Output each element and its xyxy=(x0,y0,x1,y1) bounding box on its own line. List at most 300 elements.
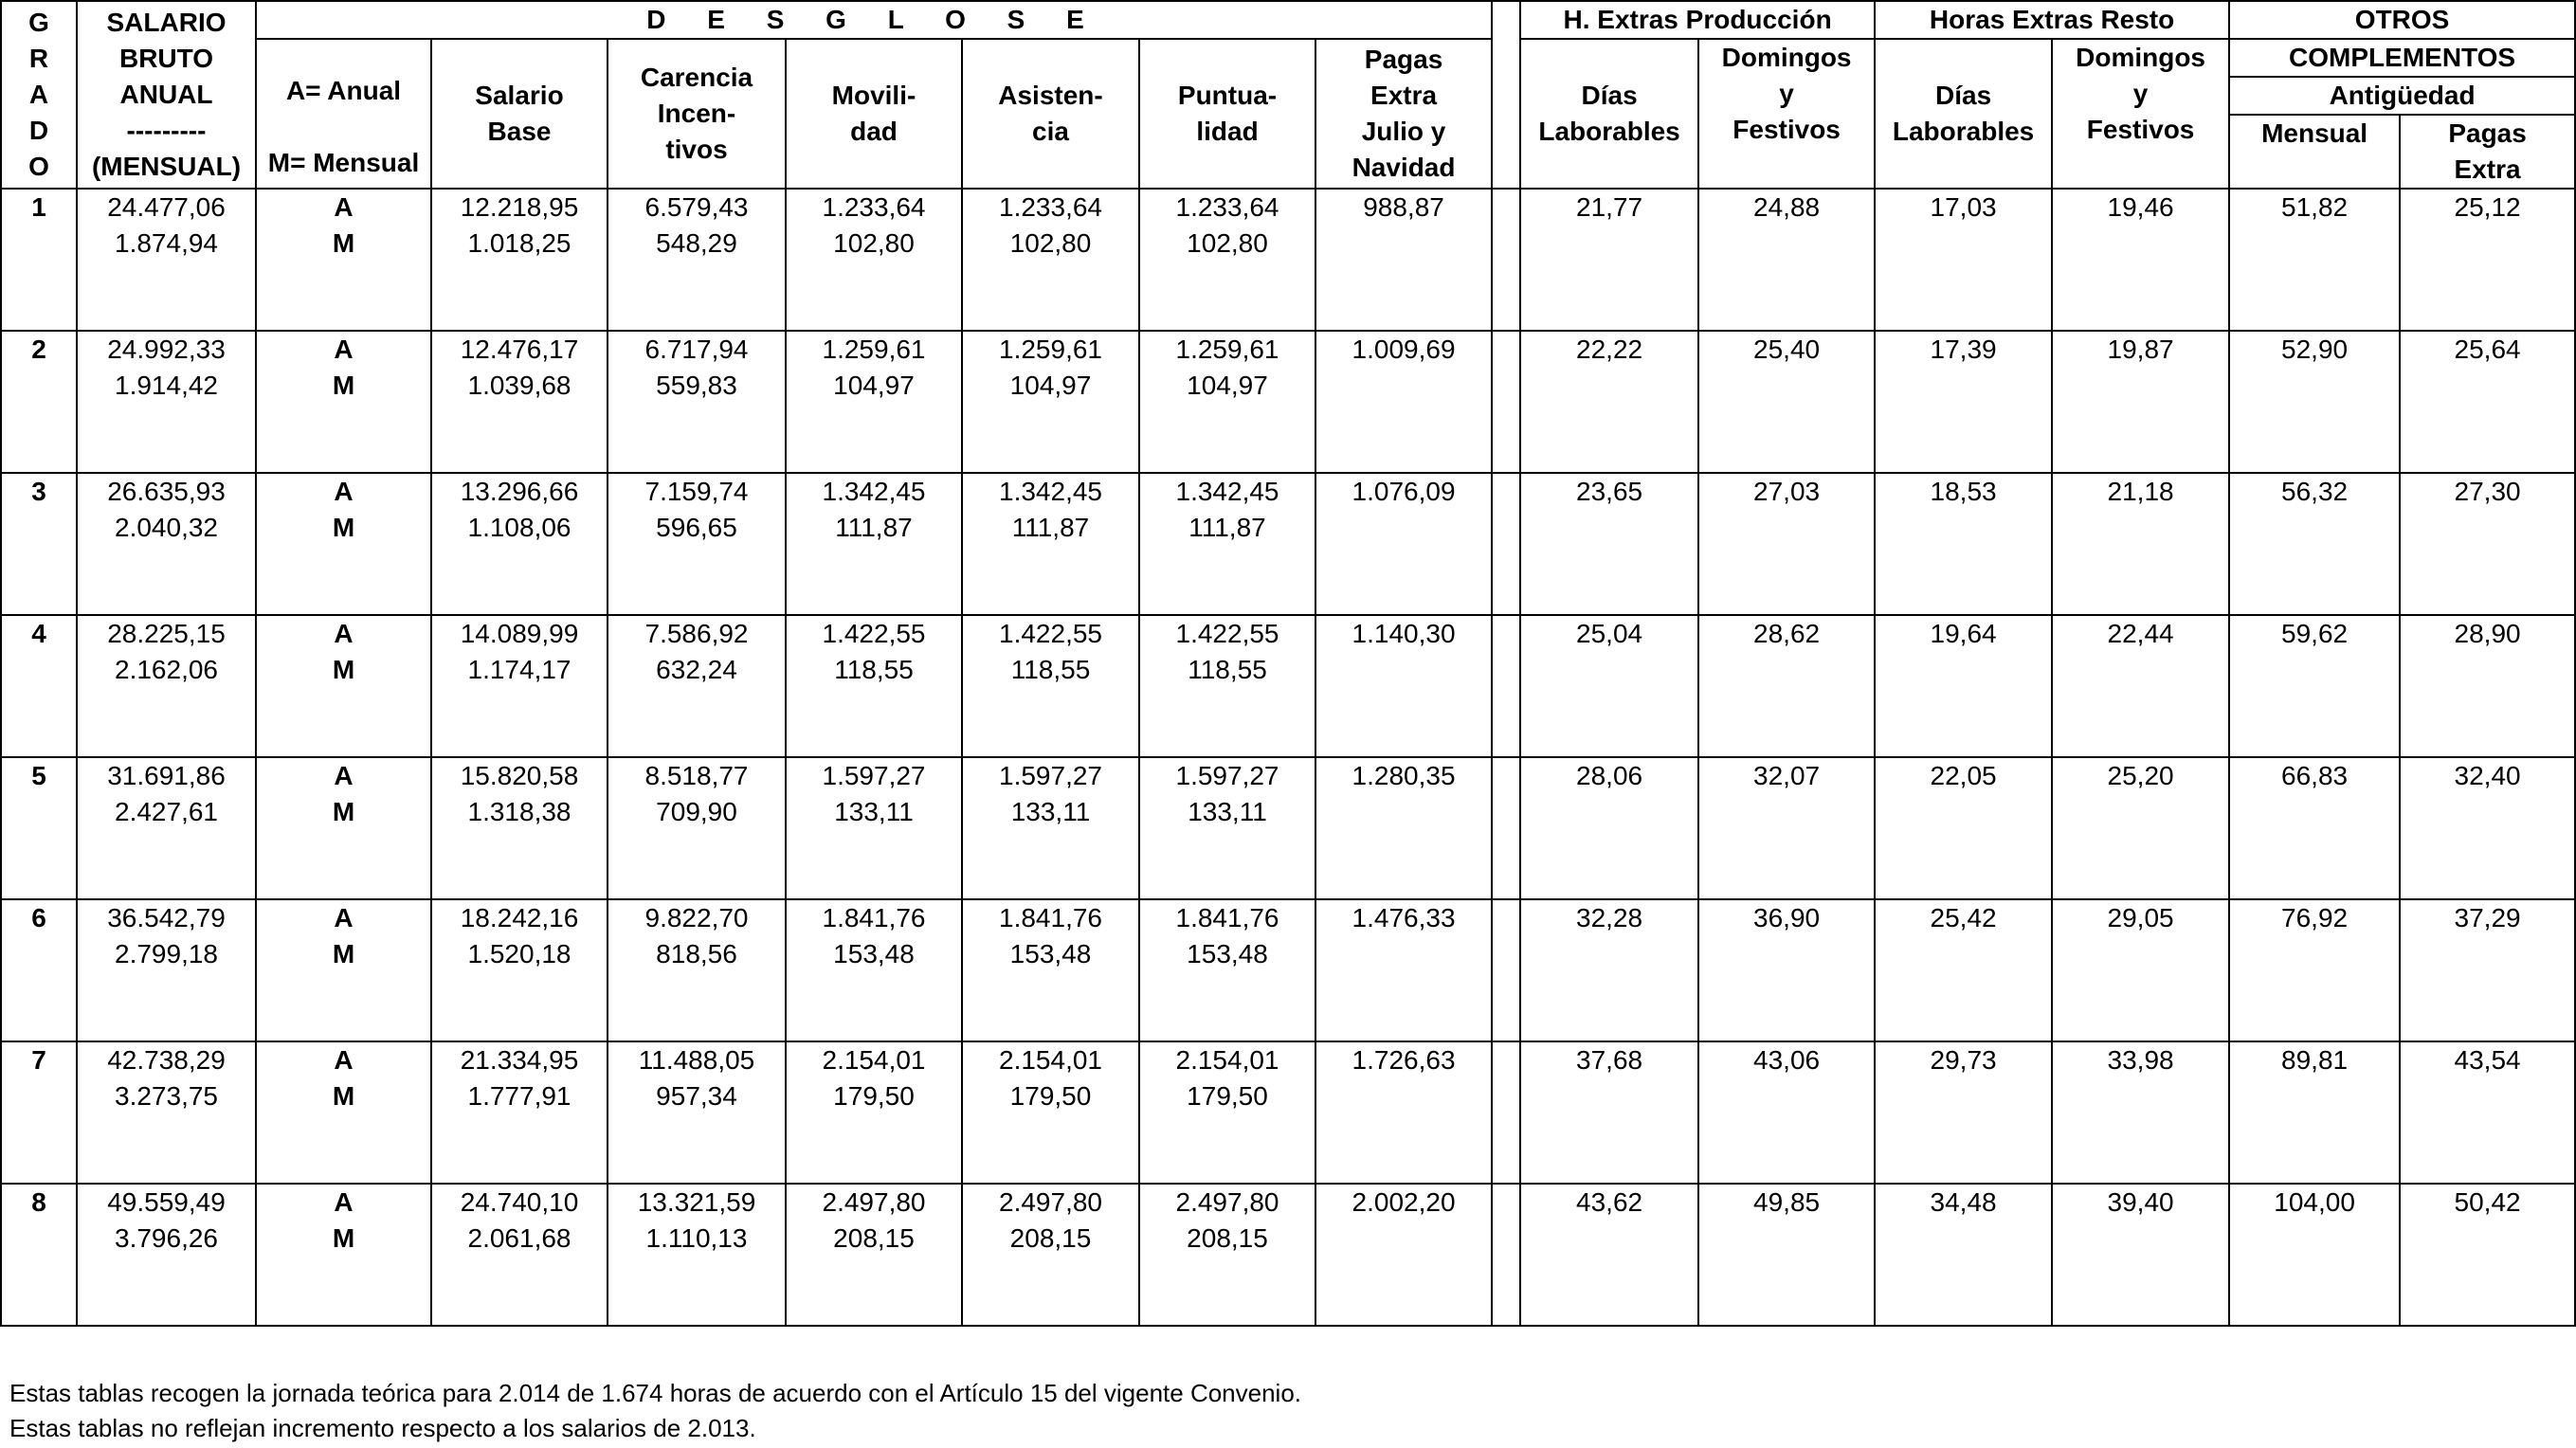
am-cell-value: A xyxy=(334,1045,354,1075)
hp-domingos-festivos-cell xyxy=(1698,473,1875,615)
am-cell-value: A xyxy=(334,335,354,364)
puntualidad-cell-value: 104,97 xyxy=(1187,371,1268,400)
hp-domingos-festivos-cell-value: 43,06 xyxy=(1753,1045,1821,1075)
puntualidad-cell-value: 2.497,80 xyxy=(1175,1187,1279,1217)
am-cell xyxy=(256,757,431,899)
antiguedad-pagas-extra-header: Pagas Extra xyxy=(2400,115,2575,189)
carencia-incentivos-cell-value: 11.488,05 xyxy=(638,1045,755,1075)
salario-bruto-cell-value: 49.559,49 xyxy=(107,1187,226,1217)
table-header xyxy=(1,1,2575,189)
am-cell-value: A xyxy=(334,761,354,790)
movilidad-cell xyxy=(786,899,962,1041)
antiguedad-pagas-extra-cell xyxy=(2400,1041,2575,1184)
hp-domingos-festivos-cell-value: 36,90 xyxy=(1753,903,1821,932)
am-cell-value: A xyxy=(334,192,354,222)
movilidad-cell-value: 153,48 xyxy=(833,939,915,968)
column-gap-cell xyxy=(1492,473,1520,615)
salario-base-cell-value: 13.296,66 xyxy=(460,477,579,506)
asistencia-cell-value: 208,15 xyxy=(1009,1223,1092,1253)
asistencia-cell-value: 2.154,01 xyxy=(999,1045,1102,1075)
asistencia-cell-value: 179,50 xyxy=(1009,1081,1092,1111)
antiguedad-pagas-extra-cell-value: 28,90 xyxy=(2454,619,2521,648)
am-cell xyxy=(256,473,431,615)
puntualidad-cell-value: 1.422,55 xyxy=(1175,619,1279,648)
carencia-incentivos-cell xyxy=(608,1041,786,1184)
carencia-incentivos-cell-value: 709,90 xyxy=(656,797,737,826)
puntualidad-cell-value: 179,50 xyxy=(1187,1081,1268,1111)
salario-bruto-cell-value: 3.273,75 xyxy=(115,1081,218,1111)
hp-dias-laborables-cell xyxy=(1520,1041,1698,1184)
salario-base-cell-value: 1.318,38 xyxy=(467,797,571,826)
salario-bruto-cell-value: 2.040,32 xyxy=(115,513,218,542)
asistencia-cell-value: 153,48 xyxy=(1009,939,1092,968)
antiguedad-mensual-cell xyxy=(2229,1041,2400,1184)
salario-base-cell-value: 1.018,25 xyxy=(467,228,571,258)
antiguedad-pagas-extra-cell xyxy=(2400,473,2575,615)
column-gap-cell xyxy=(1492,1184,1520,1326)
salario-bruto-cell-value: 42.738,29 xyxy=(107,1045,226,1075)
table-row xyxy=(1,331,2575,473)
hp-domingos-festivos-cell xyxy=(1698,1184,1875,1326)
salario-bruto-cell-value: 3.796,26 xyxy=(115,1223,218,1253)
puntualidad-cell xyxy=(1139,615,1315,757)
carencia-incentivos-cell-value: 13.321,59 xyxy=(637,1187,756,1217)
pagas-extra-cell-value: 1.726,63 xyxy=(1351,1045,1456,1075)
salario-base-cell-value: 24.740,10 xyxy=(460,1187,579,1217)
table-body xyxy=(1,189,2575,1326)
hr-dias-laborables-cell-value: 22,05 xyxy=(1930,761,1997,790)
pagas-extra-cell-value: 1.076,09 xyxy=(1351,477,1456,506)
grado-cell-value: 3 xyxy=(31,477,46,506)
movilidad-cell-value: 111,87 xyxy=(835,513,913,542)
salario-bruto-cell xyxy=(77,757,256,899)
carencia-incentivos-cell xyxy=(608,1184,786,1326)
antiguedad-mensual-cell-value: 51,82 xyxy=(2281,192,2349,222)
movilidad-cell-value: 2.154,01 xyxy=(822,1045,926,1075)
grado-cell xyxy=(1,189,77,331)
puntualidad-cell xyxy=(1139,189,1315,331)
antiguedad-mensual-cell xyxy=(2229,899,2400,1041)
pagas-extra-cell xyxy=(1315,1041,1492,1184)
grado-cell-value: 1 xyxy=(31,192,46,222)
salario-bruto-cell xyxy=(77,189,256,331)
salario-bruto-cell xyxy=(77,615,256,757)
antiguedad-mensual-cell xyxy=(2229,1184,2400,1326)
asistencia-cell xyxy=(962,1041,1139,1184)
hp-dias-laborables-cell xyxy=(1520,615,1698,757)
asistencia-cell xyxy=(962,615,1139,757)
table-row xyxy=(1,757,2575,899)
hp-dias-laborables-cell xyxy=(1520,899,1698,1041)
asistencia-cell xyxy=(962,331,1139,473)
hp-domingos-festivos-cell-value: 24,88 xyxy=(1753,192,1821,222)
pagas-extra-cell-value: 1.009,69 xyxy=(1351,335,1456,364)
hp-dias-laborables-cell xyxy=(1520,757,1698,899)
antiguedad-mensual-cell-value: 56,32 xyxy=(2281,477,2349,506)
hr-dias-laborables-cell xyxy=(1875,899,2052,1041)
salario-bruto-cell-value: 31.691,86 xyxy=(107,761,226,790)
salario-base-cell xyxy=(431,331,608,473)
antiguedad-pagas-extra-cell xyxy=(2400,899,2575,1041)
hp-dias-laborables-cell-value: 32,28 xyxy=(1576,903,1643,932)
pagas-extra-cell xyxy=(1315,331,1492,473)
hp-domingos-festivos-cell-value: 49,85 xyxy=(1753,1187,1821,1217)
antiguedad-pagas-extra-cell xyxy=(2400,757,2575,899)
hp-domingos-festivos-cell xyxy=(1698,331,1875,473)
am-cell-value: M xyxy=(332,228,355,258)
puntualidad-cell-value: 153,48 xyxy=(1187,939,1268,968)
movilidad-cell-value: 118,55 xyxy=(834,655,914,684)
hr-domingos-festivos-cell-value: 25,20 xyxy=(2107,761,2174,790)
pagas-extra-cell-value: 2.002,20 xyxy=(1351,1187,1456,1217)
grado-cell xyxy=(1,757,77,899)
grado-cell xyxy=(1,899,77,1041)
salario-base-cell-value: 2.061,68 xyxy=(467,1223,571,1253)
puntualidad-cell-value: 1.342,45 xyxy=(1175,477,1279,506)
complementos-header: COMPLEMENTOS xyxy=(2229,39,2575,77)
salario-bruto-cell xyxy=(77,899,256,1041)
am-cell xyxy=(256,189,431,331)
movilidad-cell-value: 102,80 xyxy=(833,228,915,258)
hp-domingos-festivos-cell-value: 32,07 xyxy=(1753,761,1821,790)
salario-bruto-cell-value: 28.225,15 xyxy=(107,619,226,648)
pagas-extra-cell-value: 1.476,33 xyxy=(1351,903,1456,932)
asistencia-cell xyxy=(962,899,1139,1041)
am-cell-value: M xyxy=(332,939,355,968)
puntualidad-header: Puntua- lidad xyxy=(1139,39,1315,189)
puntualidad-cell-value: 102,80 xyxy=(1187,228,1268,258)
salario-base-cell-value: 14.089,99 xyxy=(460,619,579,648)
hr-domingos-festivos-cell xyxy=(2052,615,2229,757)
salario-bruto-cell-value: 2.799,18 xyxy=(115,939,218,968)
carencia-incentivos-cell xyxy=(608,899,786,1041)
carencia-incentivos-cell-value: 8.518,77 xyxy=(644,761,749,790)
hr-dias-laborables-cell xyxy=(1875,189,2052,331)
puntualidad-cell-value: 133,11 xyxy=(1188,797,1267,826)
salario-bruto-cell-value: 24.992,33 xyxy=(107,335,226,364)
asistencia-cell-value: 2.497,80 xyxy=(999,1187,1102,1217)
carencia-incentivos-cell-value: 6.717,94 xyxy=(644,335,749,364)
hr-domingos-festivos-cell-value: 22,44 xyxy=(2107,619,2174,648)
salario-bruto-cell xyxy=(77,1041,256,1184)
h-extras-produccion-header: H. Extras Producción xyxy=(1520,1,1875,39)
movilidad-cell xyxy=(786,189,962,331)
antiguedad-pagas-extra-cell-value: 50,42 xyxy=(2454,1187,2521,1217)
salario-base-cell-value: 1.777,91 xyxy=(467,1081,571,1111)
salario-base-cell xyxy=(431,757,608,899)
salario-bruto-cell-value: 36.542,79 xyxy=(107,903,226,932)
otros-complementos-header: OTROS xyxy=(2229,1,2575,39)
salario-bruto-cell-value: 2.427,61 xyxy=(115,797,218,826)
hr-domingos-festivos-cell-value: 21,18 xyxy=(2107,477,2174,506)
puntualidad-cell xyxy=(1139,757,1315,899)
grado-cell-value: 5 xyxy=(31,761,46,790)
salario-bruto-cell xyxy=(77,473,256,615)
carencia-incentivos-cell xyxy=(608,757,786,899)
hr-dias-laborables-cell-value: 17,03 xyxy=(1930,192,1997,222)
movilidad-cell-value: 104,97 xyxy=(833,371,915,400)
table-row xyxy=(1,1041,2575,1184)
hr-dias-laborables-cell xyxy=(1875,1184,2052,1326)
grado-cell xyxy=(1,1041,77,1184)
salario-base-cell-value: 1.108,06 xyxy=(467,513,571,542)
desglose-header: D E S G L O S E xyxy=(256,1,1492,39)
salario-bruto-cell-value: 1.874,94 xyxy=(115,228,218,258)
am-cell-value: A xyxy=(334,619,354,648)
hp-dias-laborables-cell xyxy=(1520,189,1698,331)
grado-cell xyxy=(1,615,77,757)
column-gap-cell xyxy=(1492,189,1520,331)
carencia-incentivos-cell-value: 6.579,43 xyxy=(644,192,749,222)
movilidad-cell-value: 1.422,55 xyxy=(822,619,926,648)
movilidad-cell xyxy=(786,757,962,899)
asistencia-cell-value: 111,87 xyxy=(1011,513,1090,542)
asistencia-header: Asisten- cia xyxy=(962,39,1139,189)
antiguedad-pagas-extra-cell-value: 32,40 xyxy=(2454,761,2521,790)
salario-base-cell-value: 12.476,17 xyxy=(460,335,579,364)
antiguedad-pagas-extra-cell-value: 25,12 xyxy=(2454,192,2521,222)
pagas-extra-cell-value: 1.280,35 xyxy=(1351,761,1456,790)
grado-cell-value: 7 xyxy=(31,1045,46,1075)
hr-domingos-festivos-cell xyxy=(2052,331,2229,473)
asistencia-cell-value: 1.422,55 xyxy=(999,619,1102,648)
salario-base-cell-value: 12.218,95 xyxy=(460,192,579,222)
hp-dias-laborables-cell-value: 43,62 xyxy=(1576,1187,1643,1217)
hr-domingos-festivos-cell xyxy=(2052,1041,2229,1184)
hp-domingos-festivos-cell xyxy=(1698,615,1875,757)
column-gap xyxy=(1492,1,1520,189)
puntualidad-cell-value: 111,87 xyxy=(1188,513,1266,542)
carencia-incentivos-cell xyxy=(608,331,786,473)
hp-domingos-festivos-header: Domingos y Festivos xyxy=(1698,39,1875,189)
asistencia-cell xyxy=(962,757,1139,899)
antiguedad-pagas-extra-cell-value: 43,54 xyxy=(2454,1045,2521,1075)
hp-domingos-festivos-cell-value: 27,03 xyxy=(1753,477,1821,506)
am-cell xyxy=(256,1184,431,1326)
grado-cell xyxy=(1,1184,77,1326)
grado-cell-value: 8 xyxy=(31,1187,46,1217)
hp-dias-laborables-cell xyxy=(1520,1184,1698,1326)
hp-dias-laborables-cell-value: 23,65 xyxy=(1576,477,1643,506)
asistencia-cell-value: 1.841,76 xyxy=(999,903,1102,932)
am-cell-value: M xyxy=(332,655,355,684)
am-cell xyxy=(256,899,431,1041)
salario-base-cell xyxy=(431,189,608,331)
carencia-incentivos-cell xyxy=(608,473,786,615)
carencia-incentivos-cell-value: 559,83 xyxy=(656,371,737,400)
salario-base-cell-value: 1.174,17 xyxy=(467,655,571,684)
hr-dias-laborables-cell xyxy=(1875,757,2052,899)
antiguedad-mensual-cell xyxy=(2229,615,2400,757)
puntualidad-cell-value: 1.233,64 xyxy=(1175,192,1279,222)
asistencia-cell xyxy=(962,473,1139,615)
asistencia-cell-value: 104,97 xyxy=(1009,371,1092,400)
hr-domingos-festivos-cell xyxy=(2052,1184,2229,1326)
pagas-extra-cell-value: 1.140,30 xyxy=(1351,619,1456,648)
puntualidad-cell-value: 1.597,27 xyxy=(1175,761,1279,790)
hr-domingos-festivos-cell xyxy=(2052,899,2229,1041)
carencia-incentivos-cell xyxy=(608,615,786,757)
horas-extras-resto-header: Horas Extras Resto xyxy=(1875,1,2229,39)
hr-domingos-festivos-cell xyxy=(2052,473,2229,615)
hp-dias-laborables-header: Días Laborables xyxy=(1520,39,1698,189)
movilidad-cell-value: 133,11 xyxy=(834,797,914,826)
hr-domingos-festivos-cell xyxy=(2052,189,2229,331)
hp-dias-laborables-cell-value: 25,04 xyxy=(1576,619,1643,648)
puntualidad-cell-value: 2.154,01 xyxy=(1175,1045,1279,1075)
salario-base-cell-value: 15.820,58 xyxy=(460,761,579,790)
grado-cell-value: 4 xyxy=(31,619,46,648)
asistencia-cell-value: 133,11 xyxy=(1010,797,1091,826)
column-gap-cell xyxy=(1492,899,1520,1041)
movilidad-cell-value: 1.233,64 xyxy=(822,192,926,222)
antiguedad-pagas-extra-cell xyxy=(2400,189,2575,331)
asistencia-cell xyxy=(962,1184,1139,1326)
hp-dias-laborables-cell-value: 21,77 xyxy=(1576,192,1643,222)
am-cell-value: M xyxy=(332,371,355,400)
am-cell-value: M xyxy=(332,797,355,826)
carencia-incentivos-cell-value: 1.110,13 xyxy=(645,1223,748,1253)
hp-domingos-festivos-cell xyxy=(1698,1041,1875,1184)
carencia-incentivos-cell-value: 7.159,74 xyxy=(644,477,749,506)
carencia-incentivos-header: Carencia Incen- tivos xyxy=(608,39,786,189)
hp-dias-laborables-cell-value: 28,06 xyxy=(1576,761,1643,790)
pagas-extra-cell-value: 988,87 xyxy=(1363,192,1444,222)
hr-dias-laborables-cell-value: 29,73 xyxy=(1930,1045,1997,1075)
antiguedad-pagas-extra-cell xyxy=(2400,331,2575,473)
footnote-jornada: Estas tablas recogen la jornada teórica para 2.014 de 1.674 horas de acuerdo con el Artículo 15 del vigente Convenio. xyxy=(9,1379,1302,1407)
antiguedad-mensual-cell xyxy=(2229,757,2400,899)
hr-domingos-festivos-cell-value: 19,87 xyxy=(2107,335,2174,364)
hp-dias-laborables-cell xyxy=(1520,473,1698,615)
antiguedad-pagas-extra-cell-value: 25,64 xyxy=(2454,335,2521,364)
hr-dias-laborables-cell-value: 25,42 xyxy=(1930,903,1997,932)
carencia-incentivos-cell-value: 957,34 xyxy=(656,1081,737,1111)
am-cell-value: M xyxy=(332,513,355,542)
asistencia-cell-value: 1.597,27 xyxy=(999,761,1102,790)
pagas-extra-header: Pagas Extra Julio y Navidad xyxy=(1315,39,1492,189)
hp-domingos-festivos-cell-value: 28,62 xyxy=(1753,619,1821,648)
column-gap-cell xyxy=(1492,615,1520,757)
pagas-extra-cell xyxy=(1315,1184,1492,1326)
puntualidad-cell-value: 1.841,76 xyxy=(1175,903,1279,932)
table-row xyxy=(1,615,2575,757)
salario-base-header: Salario Base xyxy=(431,39,608,189)
grado-cell-value: 2 xyxy=(31,335,46,364)
hr-dias-laborables-header: Días Laborables xyxy=(1875,39,2052,189)
pagas-extra-cell xyxy=(1315,473,1492,615)
antiguedad-pagas-extra-cell xyxy=(2400,615,2575,757)
antiguedad-mensual-cell-value: 52,90 xyxy=(2281,335,2349,364)
antiguedad-mensual-cell xyxy=(2229,189,2400,331)
hr-domingos-festivos-cell-value: 33,98 xyxy=(2107,1045,2174,1075)
pagas-extra-cell xyxy=(1315,615,1492,757)
hr-dias-laborables-cell xyxy=(1875,331,2052,473)
movilidad-cell xyxy=(786,473,962,615)
puntualidad-cell-value: 118,55 xyxy=(1188,655,1267,684)
carencia-incentivos-cell-value: 548,29 xyxy=(656,228,737,258)
hp-domingos-festivos-cell xyxy=(1698,189,1875,331)
pagas-extra-cell xyxy=(1315,757,1492,899)
antiguedad-mensual-cell-value: 66,83 xyxy=(2281,761,2349,790)
carencia-incentivos-cell-value: 818,56 xyxy=(656,939,737,968)
hr-dias-laborables-cell-value: 34,48 xyxy=(1930,1187,1997,1217)
asistencia-cell-value: 1.233,64 xyxy=(999,192,1102,222)
antiguedad-mensual-cell xyxy=(2229,331,2400,473)
table-row xyxy=(1,1184,2575,1326)
antiguedad-pagas-extra-cell xyxy=(2400,1184,2575,1326)
grado-cell xyxy=(1,331,77,473)
carencia-incentivos-cell-value: 596,65 xyxy=(656,513,737,542)
asistencia-cell-value: 102,80 xyxy=(1009,228,1092,258)
hr-domingos-festivos-cell-value: 19,46 xyxy=(2107,192,2174,222)
hr-dias-laborables-cell-value: 19,64 xyxy=(1930,619,1997,648)
am-cell-value: A xyxy=(334,477,354,506)
footnote-incremento: Estas tablas no reflejan incremento respecto a los salarios de 2.013. xyxy=(9,1414,756,1442)
hp-domingos-festivos-cell-value: 25,40 xyxy=(1753,335,1821,364)
antiguedad-mensual-cell xyxy=(2229,473,2400,615)
asistencia-cell-value: 118,55 xyxy=(1010,655,1091,684)
salario-base-cell-value: 18.242,16 xyxy=(460,903,579,932)
asistencia-cell-value: 1.259,61 xyxy=(999,335,1102,364)
am-cell xyxy=(256,615,431,757)
am-cell-value: A xyxy=(334,903,354,932)
hp-dias-laborables-cell xyxy=(1520,331,1698,473)
footnotes xyxy=(9,1376,1301,1446)
puntualidad-cell-value: 208,15 xyxy=(1187,1223,1268,1253)
grado-cell-value: 6 xyxy=(31,903,46,932)
antiguedad-mensual-cell-value: 76,92 xyxy=(2281,903,2349,932)
am-cell-value: M xyxy=(332,1223,355,1253)
salario-bruto-header: SALARIO BRUTO ANUAL --------- (MENSUAL) xyxy=(77,1,256,189)
puntualidad-cell-value: 1.259,61 xyxy=(1175,335,1279,364)
movilidad-cell xyxy=(786,1184,962,1326)
am-legend-header: A= Anual M= Mensual xyxy=(256,39,431,189)
hr-dias-laborables-cell xyxy=(1875,615,2052,757)
salario-base-cell-value: 21.334,95 xyxy=(460,1045,579,1075)
hr-domingos-festivos-cell xyxy=(2052,757,2229,899)
puntualidad-cell xyxy=(1139,899,1315,1041)
movilidad-cell-value: 179,50 xyxy=(833,1081,915,1111)
carencia-incentivos-cell xyxy=(608,189,786,331)
table-row xyxy=(1,473,2575,615)
column-gap-cell xyxy=(1492,331,1520,473)
hp-domingos-festivos-cell xyxy=(1698,757,1875,899)
salario-base-cell xyxy=(431,473,608,615)
am-cell-value: M xyxy=(332,1081,355,1111)
antiguedad-header: Antigüedad xyxy=(2229,77,2575,115)
column-gap-cell xyxy=(1492,1041,1520,1184)
antiguedad-mensual-cell-value: 59,62 xyxy=(2281,619,2349,648)
puntualidad-cell xyxy=(1139,1041,1315,1184)
salario-base-cell-value: 1.520,18 xyxy=(467,939,571,968)
salario-bruto-cell-value: 26.635,93 xyxy=(107,477,226,506)
hr-dias-laborables-cell xyxy=(1875,473,2052,615)
movilidad-cell-value: 208,15 xyxy=(833,1223,915,1253)
hr-dias-laborables-cell-value: 17,39 xyxy=(1930,335,1997,364)
movilidad-cell-value: 1.597,27 xyxy=(822,761,926,790)
table-row xyxy=(1,899,2575,1041)
salario-bruto-cell-value: 2.162,06 xyxy=(115,655,218,684)
salario-bruto-cell-value: 24.477,06 xyxy=(107,192,226,222)
hp-dias-laborables-cell-value: 22,22 xyxy=(1576,335,1643,364)
pagas-extra-cell xyxy=(1315,189,1492,331)
movilidad-cell xyxy=(786,615,962,757)
asistencia-cell xyxy=(962,189,1139,331)
antiguedad-pagas-extra-cell-value: 27,30 xyxy=(2454,477,2521,506)
am-cell xyxy=(256,331,431,473)
salario-bruto-cell xyxy=(77,1184,256,1326)
